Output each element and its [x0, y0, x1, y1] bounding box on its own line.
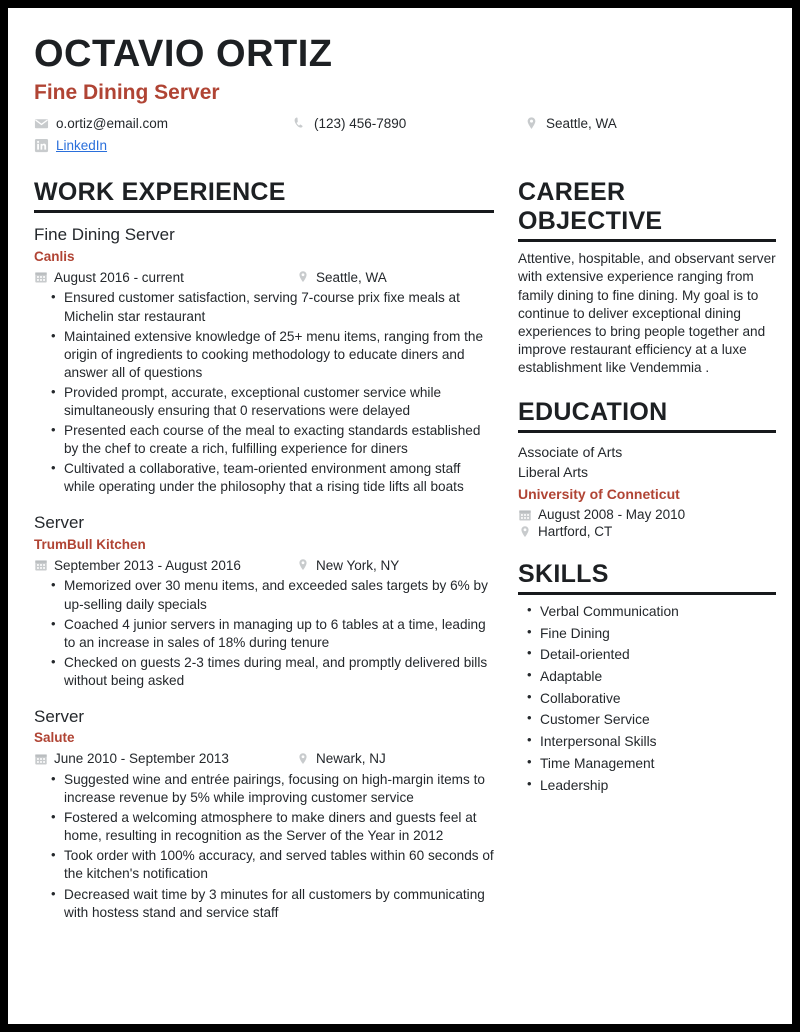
section-education	[518, 398, 776, 539]
linkedin-icon	[34, 138, 49, 153]
bullet-item: • Checked on guests 2-3 times during meal, and promptly delivered bills without being asked	[64, 654, 494, 690]
resume-body	[8, 160, 792, 923]
contact-phone[interactable]	[292, 116, 524, 131]
skill-item: • Leadership	[540, 776, 776, 798]
skill-item: • Interpersonal Skills	[540, 732, 776, 754]
section-divider	[518, 239, 776, 242]
candidate-job-title: Fine Dining Server	[34, 81, 220, 105]
calendar-icon	[34, 752, 48, 766]
experience-dates	[34, 752, 296, 766]
bullet-item: • Coached 4 junior servers in managing up to 6 tables at a time, leading to an increase in sales of 18% during tenure	[64, 616, 494, 652]
calendar-icon	[34, 270, 48, 284]
experience-meta	[34, 270, 494, 284]
experience-meta	[34, 752, 494, 766]
education-location	[518, 525, 776, 539]
education-school: University of Conneticut	[518, 485, 680, 502]
skill-item: • Verbal Communication	[540, 602, 776, 624]
experience-role: Server	[34, 706, 85, 726]
contact-email[interactable]	[34, 116, 292, 131]
experience-company: TrumBull Kitchen	[34, 536, 146, 552]
experience-location	[296, 558, 399, 572]
right-column	[518, 178, 776, 797]
section-work-experience	[34, 178, 494, 921]
bullet-item: • Presented each course of the meal to exacting standards established by the chef to create a rich, fulfilling experience for diners	[64, 422, 494, 458]
section-divider	[34, 210, 494, 213]
bullet-item: • Fostered a welcoming atmosphere to make diners and guests feel at home, resulting in recognition as the Server of the Year in 2012	[64, 809, 494, 845]
experience-location-text: Newark, NJ	[316, 751, 386, 767]
section-career-objective	[518, 178, 776, 377]
contact-row-secondary	[34, 138, 768, 160]
skills-list	[518, 602, 776, 797]
experience-dates	[34, 558, 296, 572]
map-pin-icon	[296, 270, 310, 284]
bullet-item: • Took order with 100% accuracy, and served tables within 60 seconds of the kitchen's notification	[64, 847, 494, 883]
calendar-icon	[518, 508, 532, 522]
experience-location-text: Seattle, WA	[316, 269, 387, 285]
contact-info	[34, 116, 768, 160]
education-degree: Associate of Arts	[518, 443, 623, 460]
experience-bullets	[34, 771, 494, 922]
contact-linkedin-text[interactable]: LinkedIn	[56, 138, 108, 154]
skill-item: • Time Management	[540, 754, 776, 776]
experience-entry	[34, 224, 494, 496]
skill-item: • Collaborative	[540, 689, 776, 711]
experience-meta	[34, 558, 494, 572]
bullet-item: • Memorized over 30 menu items, and exceeded sales targets by 6% by up-selling daily specials	[64, 577, 494, 613]
phone-icon	[292, 116, 307, 131]
experience-company: Canlis	[34, 248, 75, 264]
experience-dates-text: August 2016 - current	[54, 269, 184, 285]
bullet-item: • Provided prompt, accurate, exceptional customer service while simultaneously ensuring that 0 reservations were delayed	[64, 384, 494, 420]
contact-location-text: Seattle, WA	[546, 116, 617, 132]
contact-row-primary	[34, 116, 768, 138]
experience-role: Server	[34, 513, 85, 533]
bullet-item: • Ensured customer satisfaction, serving 7-course prix fixe meals at Michelin star restaurant	[64, 289, 494, 325]
work-experience-heading: WORK EXPERIENCE	[34, 178, 286, 207]
experience-dates-text: June 2010 - September 2013	[54, 751, 229, 767]
experience-location	[296, 270, 387, 284]
envelope-icon	[34, 116, 49, 131]
skill-item: • Fine Dining	[540, 624, 776, 646]
education-field: Liberal Arts	[518, 464, 589, 481]
career-objective-heading-line2: OBJECTIVE	[518, 207, 663, 236]
experience-role: Fine Dining Server	[34, 225, 175, 245]
career-objective-heading-line1: CAREER	[518, 178, 626, 207]
contact-location	[524, 116, 724, 131]
section-divider	[518, 592, 776, 595]
bullet-item: • Maintained extensive knowledge of 25+ menu items, ranging from the origin of ingredients to cooking methodology to educate diners and answer all of questions	[64, 328, 494, 382]
education-dates-text: August 2008 - May 2010	[538, 507, 686, 523]
experience-entry	[34, 706, 494, 922]
experience-company: Salute	[34, 730, 75, 746]
education-location-text: Hartford, CT	[538, 524, 613, 540]
skill-item: • Customer Service	[540, 710, 776, 732]
skills-heading: SKILLS	[518, 559, 609, 588]
skill-item: • Adaptable	[540, 667, 776, 689]
bullet-item: • Cultivated a collaborative, team-oriented environment among staff while operating under the philosophy that a rising tide lifts all boats	[64, 460, 494, 496]
education-meta	[518, 508, 776, 539]
experience-location	[296, 752, 386, 766]
resume-header	[8, 8, 792, 160]
bullet-item: • Decreased wait time by 3 minutes for all customers by communicating with hostess stand and service staff	[64, 886, 494, 922]
experience-dates	[34, 270, 296, 284]
experience-bullets	[34, 289, 494, 496]
section-divider	[518, 430, 776, 433]
skill-item: • Detail-oriented	[540, 645, 776, 667]
experience-bullets	[34, 577, 494, 689]
calendar-icon	[34, 558, 48, 572]
resume-page	[8, 8, 792, 1024]
education-dates	[518, 508, 776, 522]
candidate-name: OCTAVIO ORTIZ	[34, 33, 333, 75]
experience-location-text: New York, NY	[316, 557, 400, 573]
contact-email-text: o.ortiz@email.com	[56, 116, 168, 132]
education-heading: EDUCATION	[518, 397, 668, 426]
map-pin-icon	[296, 558, 310, 572]
experience-dates-text: September 2013 - August 2016	[54, 557, 241, 573]
contact-linkedin[interactable]	[34, 138, 292, 153]
map-pin-icon	[518, 525, 532, 539]
experience-entry	[34, 512, 494, 690]
left-column	[34, 178, 494, 923]
career-objective-text: Attentive, hospitable, and observant server with extensive experience ranging from family dining to fine dining. My goal is to continue to deliver exceptional dining experiences to bring people together and improve restaurant efficiency at a luxe establishment like Vendemmia .	[518, 251, 776, 375]
map-pin-icon	[296, 752, 310, 766]
section-skills	[518, 560, 776, 797]
education-entry	[518, 442, 776, 539]
map-pin-icon	[524, 116, 539, 131]
contact-phone-text: (123) 456-7890	[314, 116, 407, 132]
bullet-item: • Suggested wine and entrée pairings, focusing on high-margin items to increase revenue by 5% while improving customer service	[64, 771, 494, 807]
